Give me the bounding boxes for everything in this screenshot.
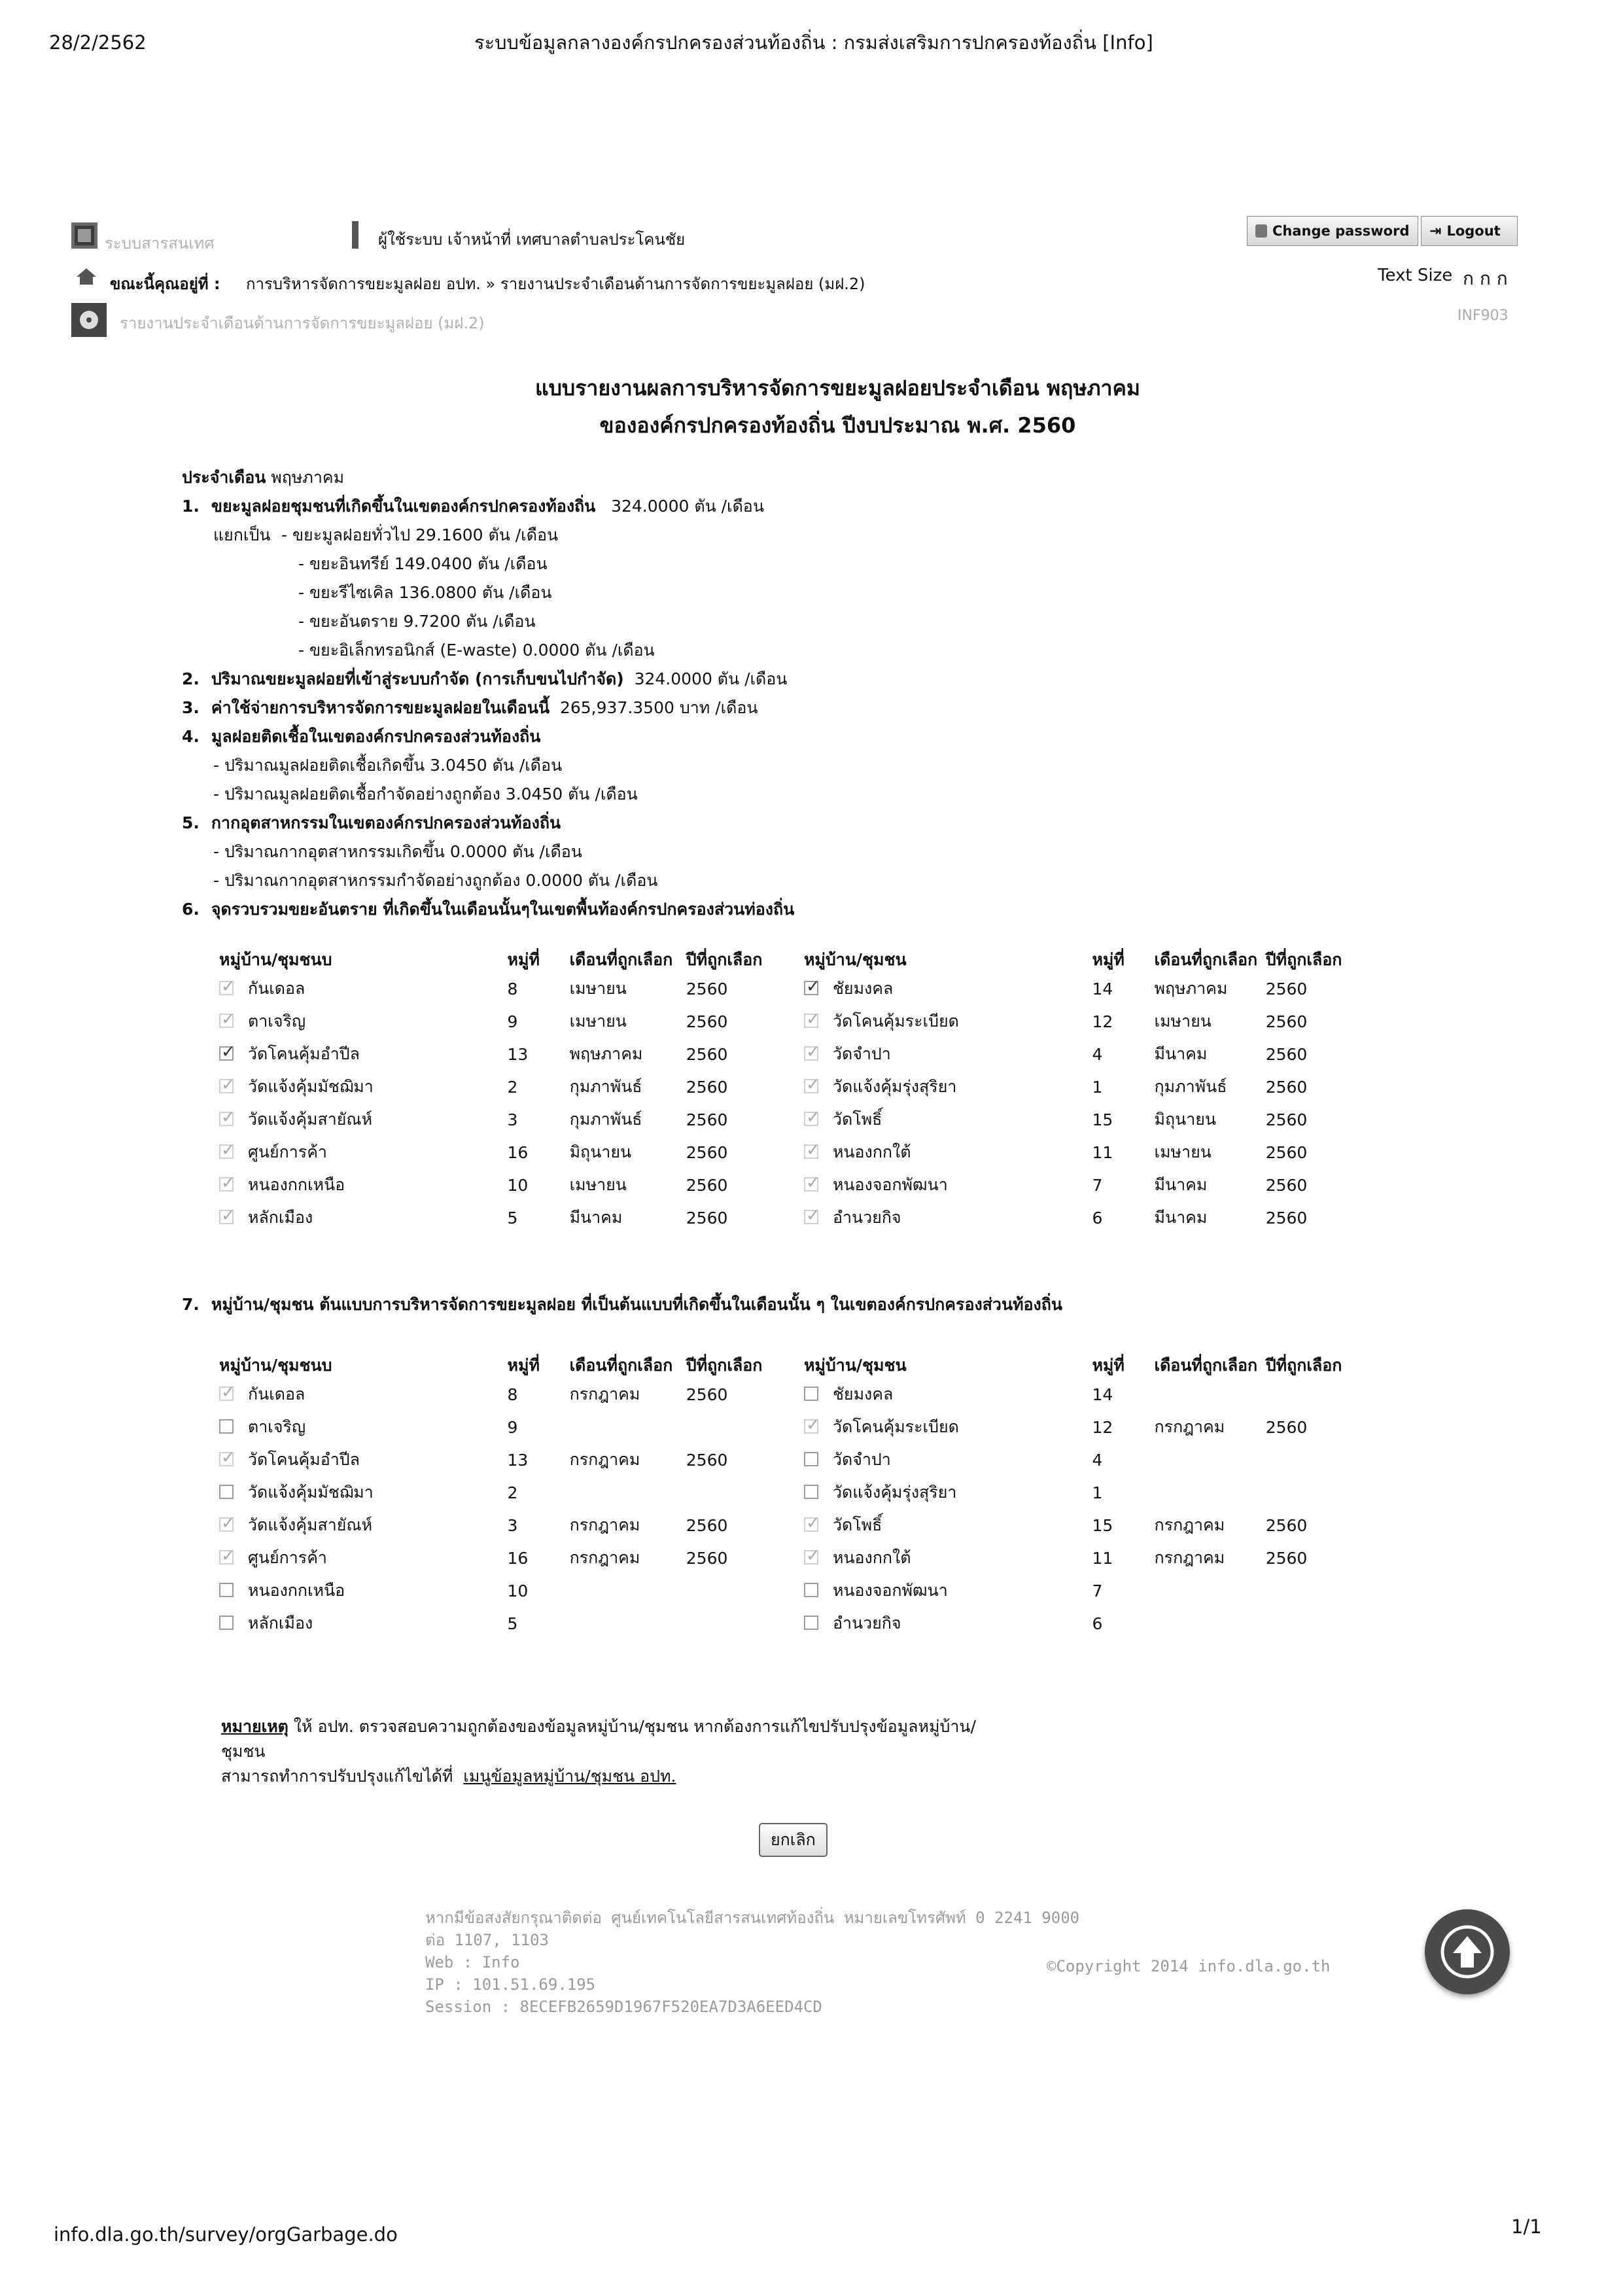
village-moo: 13 xyxy=(507,1450,529,1470)
village-cell xyxy=(804,1103,1092,1136)
village-cell xyxy=(804,1378,1092,1411)
village-moo: 10 xyxy=(507,1581,529,1600)
month-label: ประจำเดือน xyxy=(182,468,266,487)
arrow-up-icon xyxy=(1440,1924,1495,1979)
page-code: INF903 xyxy=(1457,308,1509,324)
village-year: 2560 xyxy=(686,1450,728,1470)
village-name: หนองกกเหนือ xyxy=(248,1581,345,1600)
village-month: เมษายน xyxy=(569,1012,627,1031)
note-text2: ชุมชน xyxy=(221,1742,266,1761)
village-name: วัดจำปา xyxy=(832,1450,891,1469)
village-name: วัดแจ้งคุ้มสายัณห์ xyxy=(248,1110,373,1129)
village-month: กรกฎาคม xyxy=(569,1515,640,1534)
village-checkbox[interactable] xyxy=(219,1386,234,1401)
village-name: กันเดอล xyxy=(248,979,305,998)
village-year: 2560 xyxy=(1265,1175,1308,1195)
village-month: เมษายน xyxy=(1154,1012,1212,1031)
village-moo: 15 xyxy=(1092,1515,1113,1535)
s6-num: 6. xyxy=(182,900,200,919)
village-checkbox[interactable] xyxy=(219,1014,234,1028)
s4-sub2: - ปริมาณมูลฝอยติดเชื้อกำจัดอย่างถูกต้อง 3.0450 ตัน /เดือน xyxy=(213,785,638,804)
village-checkbox[interactable] xyxy=(804,1550,818,1564)
footer-line3: Web : Info xyxy=(425,1953,520,1971)
village-name: วัดแจ้งคุ้มรุ่งสุริยา xyxy=(832,1483,957,1502)
village-month xyxy=(1155,1476,1266,1509)
village-year xyxy=(1266,1443,1397,1476)
village-year: 2560 xyxy=(1265,1044,1308,1064)
village-cell xyxy=(804,1607,1092,1640)
village-moo: 9 xyxy=(507,1417,518,1437)
village-year xyxy=(1266,1607,1397,1640)
village-year xyxy=(686,1574,804,1607)
header-village-right: หมู่บ้าน/ชุมชน xyxy=(803,950,907,969)
month-value: พฤษภาคม xyxy=(271,468,345,487)
village-month: กรกฎาคม xyxy=(1154,1548,1225,1567)
s7-num: 7. xyxy=(182,1295,200,1314)
village-name: วัดโพธิ์ xyxy=(832,1110,882,1129)
s7-label: หมู่บ้าน/ชุมชน ต้นแบบการบริหารจัดการขยะมูลฝอย ที่เป็นต้นแบบที่เกิดขึ้นในเดือนนั้น ๆ ในเขตองค์กรปกครองส่วนท้องถิ่น xyxy=(211,1295,1062,1314)
village-year: 2560 xyxy=(1265,1110,1308,1129)
village-year: 2560 xyxy=(1265,1208,1308,1227)
village-cell xyxy=(804,1070,1092,1103)
breadcrumb-subtitle: รายงานประจำเดือนด้านการจัดการขยะมูลฝอย (มฝ.2) xyxy=(120,314,485,332)
village-cell xyxy=(804,1169,1092,1201)
village-moo: 16 xyxy=(507,1142,529,1162)
logout-icon: ⇥ xyxy=(1429,222,1442,239)
village-year: 2560 xyxy=(1265,1548,1308,1568)
village-month: เมษายน xyxy=(1154,1142,1212,1161)
village-name: วัดโคนคุ้มอำปีล xyxy=(248,1044,360,1063)
table-header-row xyxy=(219,950,1397,972)
village-year xyxy=(1266,1574,1397,1607)
village-month xyxy=(570,1411,686,1443)
report-title-line1: แบบรายงานผลการบริหารจัดการขยะมูลฝอยประจำเดือน พฤษภาคม xyxy=(534,376,1141,400)
village-cell xyxy=(219,1476,507,1509)
village-checkbox[interactable] xyxy=(804,981,818,995)
village-moo: 11 xyxy=(1092,1548,1113,1568)
village-month: กุมภาพันธ์ xyxy=(1154,1077,1227,1096)
village-year: 2560 xyxy=(686,1548,728,1568)
village-moo: 3 xyxy=(507,1515,518,1535)
village-name: ตาเจริญ xyxy=(248,1417,306,1436)
village-checkbox[interactable] xyxy=(219,1583,234,1597)
header-month: เดือนที่ถูกเลือก xyxy=(1154,950,1258,969)
print-title: ระบบข้อมูลกลางองค์กรปกครองส่วนท้องถิ่น : กรมส่งเสริมการปกครองท้องถิ่น [Info] xyxy=(474,31,1153,54)
village-month: พฤษภาคม xyxy=(569,1044,643,1063)
village-moo: 6 xyxy=(1092,1614,1103,1633)
table-header-row xyxy=(219,1356,1397,1378)
footer-line2: ต่อ 1107, 1103 xyxy=(425,1931,549,1949)
village-cell xyxy=(219,1169,507,1201)
header-village-left: หมู่บ้าน/ชุมชนบ xyxy=(219,950,332,969)
village-cell xyxy=(804,1476,1092,1509)
village-year: 2560 xyxy=(686,1208,728,1227)
village-moo: 8 xyxy=(507,979,518,998)
village-month xyxy=(570,1476,686,1509)
logout-button[interactable]: ⇥ Logout xyxy=(1421,216,1518,246)
village-moo: 7 xyxy=(1092,1581,1103,1600)
header-year: ปีที่ถูกเลือก xyxy=(686,1356,763,1375)
village-year xyxy=(1266,1378,1397,1411)
village-name: ชัยมงคล xyxy=(832,979,894,998)
village-month xyxy=(1155,1443,1266,1476)
breadcrumb-path[interactable]: การบริหารจัดการขยะมูลฝอย อปท. » รายงานประจำเดือนด้านการจัดการขยะมูลฝอย (มฝ.2) xyxy=(246,275,865,293)
village-month xyxy=(570,1607,686,1640)
village-month xyxy=(1155,1574,1266,1607)
footer-line4: IP : 101.51.69.195 xyxy=(425,1975,596,1994)
breadcrumb-prefix: ขณะนี้คุณอยู่ที่ : xyxy=(110,275,220,293)
village-year xyxy=(1266,1476,1397,1509)
s5-num: 5. xyxy=(182,813,200,832)
village-cell xyxy=(804,1443,1092,1476)
table-row xyxy=(219,1103,1397,1136)
village-cell xyxy=(804,1411,1092,1443)
s2-num: 2. xyxy=(182,669,200,688)
model-village-table xyxy=(219,1356,1397,1640)
print-date: 28/2/2562 xyxy=(49,31,147,54)
report-title-line2: ขององค์กรปกครองท้องถิ่น ปีงบประมาณ พ.ศ. 2560 xyxy=(599,413,1076,438)
village-cell xyxy=(804,1038,1092,1070)
village-month: กุมภาพันธ์ xyxy=(569,1077,642,1096)
village-moo: 15 xyxy=(1092,1110,1113,1129)
home-icon[interactable] xyxy=(73,264,99,288)
footer-line5: Session : 8ECEFB2659D1967F520EA7D3A6EED4CD xyxy=(425,1998,822,2016)
s1-num: 1. xyxy=(182,497,200,516)
table-row xyxy=(219,1607,1397,1640)
village-cell xyxy=(219,1542,507,1574)
village-cell xyxy=(219,1070,507,1103)
s6-label: จุดรวบรวมขยะอันตราย ที่เกิดขึ้นในเดือนนั้นๆในเขตพื้นท้องค์กรปกครองส่วนท่องถิ่น xyxy=(211,900,795,919)
village-month: กุมภาพันธ์ xyxy=(569,1110,642,1129)
village-month: เมษายน xyxy=(569,979,627,998)
village-moo: 4 xyxy=(1092,1450,1103,1470)
header-month: เดือนที่ถูกเลือก xyxy=(1154,1356,1258,1375)
village-checkbox[interactable] xyxy=(219,981,234,995)
village-name: หนองกกใต้ xyxy=(832,1548,911,1567)
village-moo: 16 xyxy=(507,1548,529,1568)
village-moo: 8 xyxy=(507,1385,518,1404)
village-moo: 12 xyxy=(1092,1012,1113,1031)
village-checkbox[interactable] xyxy=(804,1583,818,1597)
village-cell xyxy=(219,1005,507,1038)
village-month: กรกฎาคม xyxy=(1154,1417,1225,1436)
village-checkbox[interactable] xyxy=(804,1079,818,1093)
village-name: วัดแจ้งคุ้มสายัณห์ xyxy=(248,1515,373,1534)
village-moo: 5 xyxy=(507,1614,518,1633)
village-year: 2560 xyxy=(1265,1515,1308,1535)
print-page-number: 1/1 xyxy=(1511,2216,1542,2238)
village-month: กรกฎาคม xyxy=(1154,1515,1225,1534)
village-cell xyxy=(804,1509,1092,1542)
village-year: 2560 xyxy=(686,979,728,998)
hazardous-waste-table xyxy=(219,950,1397,1234)
village-menu-link[interactable]: เมนูข้อมูลหมู่บ้าน/ชุมชน อปท. xyxy=(463,1767,676,1786)
village-year: 2560 xyxy=(1265,1142,1308,1162)
village-cell xyxy=(804,1542,1092,1574)
s2-label: ปริมาณขยะมูลฝอยที่เข้าสู่ระบบกำจัด (การเก็บขนไปกำจัด) xyxy=(211,669,624,688)
village-name: ศูนย์การค้า xyxy=(248,1142,327,1161)
village-checkbox[interactable] xyxy=(219,1079,234,1093)
s2-value: 324.0000 ตัน /เดือน xyxy=(634,669,788,688)
village-name: ตาเจริญ xyxy=(248,1012,306,1031)
table-row xyxy=(219,1201,1397,1234)
village-checkbox[interactable] xyxy=(219,1177,234,1192)
village-year: 2560 xyxy=(686,1077,728,1097)
cancel-button[interactable]: ยกเลิก xyxy=(759,1823,828,1857)
village-moo: 7 xyxy=(1092,1175,1103,1195)
village-checkbox[interactable] xyxy=(219,1046,234,1061)
scroll-top-button[interactable] xyxy=(1425,1909,1510,1994)
village-month: มิถุนายน xyxy=(569,1142,632,1161)
village-name: กันเดอล xyxy=(248,1385,305,1404)
village-moo: 9 xyxy=(507,1012,518,1031)
village-cell xyxy=(804,1574,1092,1607)
village-month: กรกฎาคม xyxy=(569,1450,640,1469)
village-checkbox[interactable] xyxy=(804,1452,818,1466)
village-year xyxy=(686,1411,804,1443)
header-year: ปีที่ถูกเลือก xyxy=(686,950,763,969)
note-edit-prefix: สามารถทำการปรับปรุงแก้ไขได้ที่ xyxy=(221,1767,453,1786)
s3-num: 3. xyxy=(182,698,200,717)
header-month: เดือนที่ถูกเลือก xyxy=(569,950,673,969)
village-year: 2560 xyxy=(1265,979,1308,998)
village-name: หลักเมือง xyxy=(248,1614,313,1633)
village-checkbox[interactable] xyxy=(219,1452,234,1466)
village-checkbox[interactable] xyxy=(219,1517,234,1532)
village-checkbox[interactable] xyxy=(804,1419,818,1434)
table-row xyxy=(219,1509,1397,1542)
village-checkbox[interactable] xyxy=(804,1144,818,1159)
table-row xyxy=(219,1136,1397,1169)
village-checkbox[interactable] xyxy=(219,1144,234,1159)
user-label: ผู้ใช้ระบบ เจ้าหน้าที่ เทศบาลตำบลประโคนชัย xyxy=(378,230,686,249)
village-name: ชัยมงคล xyxy=(832,1385,894,1404)
sub3: - ขยะรีไซเคิล 136.0800 ตัน /เดือน xyxy=(298,583,552,602)
village-name: วัดโคนคุ้มอำปีล xyxy=(248,1450,360,1469)
village-name: วัดโคนคุ้มระเบียด xyxy=(832,1417,959,1436)
village-cell xyxy=(219,1103,507,1136)
village-name: วัดแจ้งคุ้มมัชฌิมา xyxy=(248,1483,374,1502)
header-year: ปีที่ถูกเลือก xyxy=(1265,950,1342,969)
village-checkbox[interactable] xyxy=(219,1419,234,1434)
village-moo: 6 xyxy=(1092,1208,1103,1227)
village-name: อำนวยกิจ xyxy=(832,1208,901,1227)
village-cell xyxy=(804,1136,1092,1169)
village-name: วัดแจ้งคุ้มรุ่งสุริยา xyxy=(832,1077,957,1096)
village-month: กรกฎาคม xyxy=(569,1548,640,1567)
village-year: 2560 xyxy=(686,1044,728,1064)
village-cell xyxy=(219,1607,507,1640)
separator-bar xyxy=(352,221,358,249)
village-moo: 14 xyxy=(1092,1385,1113,1404)
s4-num: 4. xyxy=(182,727,200,746)
village-name: วัดแจ้งคุ้มมัชฌิมา xyxy=(248,1077,374,1096)
village-checkbox[interactable] xyxy=(804,1517,818,1532)
header-moo: หมู่ที่ xyxy=(507,950,540,969)
village-checkbox[interactable] xyxy=(219,1485,234,1499)
village-checkbox[interactable] xyxy=(804,1014,818,1028)
village-year: 2560 xyxy=(1265,1077,1308,1097)
village-moo: 11 xyxy=(1092,1142,1113,1162)
footer-info xyxy=(425,1907,1079,2018)
village-month: มีนาคม xyxy=(1154,1175,1208,1194)
village-year: 2560 xyxy=(686,1110,728,1129)
village-checkbox[interactable] xyxy=(219,1112,234,1126)
village-checkbox[interactable] xyxy=(804,1386,818,1401)
table-row xyxy=(219,1443,1397,1476)
village-moo: 10 xyxy=(507,1175,529,1195)
village-year: 2560 xyxy=(686,1515,728,1535)
village-name: หนองจอกพัฒนา xyxy=(832,1175,948,1194)
village-moo: 12 xyxy=(1092,1417,1113,1437)
village-cell xyxy=(804,1201,1092,1234)
disc-icon xyxy=(69,301,109,339)
village-checkbox[interactable] xyxy=(219,1550,234,1564)
s3-value: 265,937.3500 บาท /เดือน xyxy=(559,698,758,717)
village-cell xyxy=(219,1378,507,1411)
s4-label: มูลฝอยติดเชื้อในเขตองค์กรปกครองส่วนท้องถิ่น xyxy=(211,727,541,746)
table-row xyxy=(219,1070,1397,1103)
village-moo: 1 xyxy=(1092,1483,1103,1502)
table-row xyxy=(219,1038,1397,1070)
lock-icon xyxy=(1255,224,1267,238)
note-block xyxy=(221,1714,1202,1789)
village-name: หลักเมือง xyxy=(248,1208,313,1227)
village-moo: 1 xyxy=(1092,1077,1103,1097)
village-month: เมษายน xyxy=(569,1175,627,1194)
village-name: หนองจอกพัฒนา xyxy=(832,1581,948,1600)
village-cell xyxy=(219,1136,507,1169)
village-cell xyxy=(219,1038,507,1070)
header-month: เดือนที่ถูกเลือก xyxy=(569,1356,673,1375)
village-moo: 13 xyxy=(507,1044,529,1064)
table-row xyxy=(219,1169,1397,1201)
s7-heading xyxy=(182,1290,1062,1319)
village-checkbox[interactable] xyxy=(804,1177,818,1192)
table-row xyxy=(219,1378,1397,1411)
sub1: - ขยะมูลฝอยทั่วไป 29.1600 ตัน /เดือน xyxy=(281,525,559,544)
text-size-label: Text Size xyxy=(1378,266,1453,285)
village-month: มีนาคม xyxy=(569,1208,623,1227)
village-cell xyxy=(804,1005,1092,1038)
village-moo: 2 xyxy=(507,1077,518,1097)
village-cell xyxy=(219,1201,507,1234)
header-moo: หมู่ที่ xyxy=(507,1356,540,1375)
village-checkbox[interactable] xyxy=(219,1616,234,1630)
header-moo: หมู่ที่ xyxy=(1092,1356,1125,1375)
village-month xyxy=(1155,1378,1266,1411)
sub5: - ขยะอิเล็กทรอนิกส์ (E-waste) 0.0000 ตัน /เดือน xyxy=(298,641,655,660)
village-moo: 4 xyxy=(1092,1044,1103,1064)
sub2: - ขยะอินทรีย์ 149.0400 ตัน /เดือน xyxy=(298,554,548,573)
village-month: มีนาคม xyxy=(1154,1044,1208,1063)
village-month xyxy=(570,1574,686,1607)
village-checkbox[interactable] xyxy=(804,1046,818,1061)
table-row xyxy=(219,972,1397,1005)
header-village-left: หมู่บ้าน/ชุมชนบ xyxy=(219,1356,332,1375)
table-row xyxy=(219,1476,1397,1509)
s4-sub1: - ปริมาณมูลฝอยติดเชื้อเกิดขึ้น 3.0450 ตัน /เดือน xyxy=(213,756,563,775)
village-cell xyxy=(804,972,1092,1005)
s1-label: ขยะมูลฝอยชุมชนที่เกิดขึ้นในเขตองค์กรปกครองท้องถิ่น xyxy=(211,497,596,516)
note-label: หมายเหตุ xyxy=(221,1717,288,1736)
village-checkbox[interactable] xyxy=(219,1210,234,1224)
village-moo: 2 xyxy=(507,1483,518,1502)
village-cell xyxy=(219,1443,507,1476)
s3-label: ค่าใช้จ่ายการบริหารจัดการขยะมูลฝอยในเดือนนี้ xyxy=(211,698,550,717)
table-row xyxy=(219,1005,1397,1038)
village-name: หนองกกใต้ xyxy=(832,1142,911,1161)
village-year: 2560 xyxy=(686,1142,728,1162)
village-month xyxy=(1155,1607,1266,1640)
village-moo: 14 xyxy=(1092,979,1113,998)
s1-value: 324.0000 ตัน /เดือน xyxy=(611,497,764,516)
village-moo: 3 xyxy=(507,1110,518,1129)
note-text: ให้ อปท. ตรวจสอบความถูกต้องของข้อมูลหมู่บ้าน/ชุมชน หากต้องการแก้ไขปรับปรุงข้อมูลหมู่บ้าน/ xyxy=(288,1717,976,1736)
village-cell xyxy=(219,972,507,1005)
s5-sub2: - ปริมาณกากอุตสาหกรรมกำจัดอย่างถูกต้อง 0.0000 ตัน /เดือน xyxy=(213,871,658,890)
village-checkbox[interactable] xyxy=(804,1485,818,1499)
village-year: 2560 xyxy=(686,1175,728,1195)
village-year: 2560 xyxy=(1265,1417,1308,1437)
village-month: มิถุนายน xyxy=(1154,1110,1217,1129)
village-month: มีนาคม xyxy=(1154,1208,1208,1227)
village-month: กรกฎาคม xyxy=(569,1385,640,1404)
village-moo: 5 xyxy=(507,1208,518,1227)
table-row xyxy=(219,1411,1397,1443)
village-cell xyxy=(219,1509,507,1542)
village-name: หนองกกเหนือ xyxy=(248,1175,345,1194)
header-year: ปีที่ถูกเลือก xyxy=(1265,1356,1342,1375)
village-year: 2560 xyxy=(1265,1012,1308,1031)
village-cell xyxy=(219,1411,507,1443)
copyright: ©Copyright 2014 info.dla.go.th xyxy=(1047,1957,1331,1975)
print-url: info.dla.go.th/survey/orgGarbage.do xyxy=(54,2223,398,2246)
table-row xyxy=(219,1574,1397,1607)
system-label[interactable]: ระบบสารสนเทศ xyxy=(105,234,215,253)
change-password-button[interactable]: Change password xyxy=(1247,216,1418,246)
village-year: 2560 xyxy=(686,1012,728,1031)
s5-sub1: - ปริมาณกากอุตสาหกรรมเกิดขึ้น 0.0000 ตัน /เดือน xyxy=(213,842,582,861)
header-village-right: หมู่บ้าน/ชุมชน xyxy=(803,1356,907,1375)
village-name: วัดโพธิ์ xyxy=(832,1515,882,1534)
village-year xyxy=(686,1607,804,1640)
village-name: อำนวยกิจ xyxy=(832,1614,901,1633)
monitor-icon xyxy=(69,221,108,254)
village-checkbox[interactable] xyxy=(804,1210,818,1224)
report-body xyxy=(182,463,1490,924)
village-cell xyxy=(219,1574,507,1607)
table-row xyxy=(219,1542,1397,1574)
village-checkbox[interactable] xyxy=(804,1616,818,1630)
s5-label: กากอุตสาหกรรมในเขตองค์กรปกครองส่วนท้องถิ่น xyxy=(211,813,561,832)
village-name: วัดโคนคุ้มระเบียด xyxy=(832,1012,959,1031)
village-name: ศูนย์การค้า xyxy=(248,1548,327,1567)
village-name: วัดจำปา xyxy=(832,1044,891,1063)
sub4: - ขยะอันตราย 9.7200 ตัน /เดือน xyxy=(298,612,536,631)
split-label: แยกเป็น xyxy=(213,525,271,544)
village-year xyxy=(686,1476,804,1509)
village-checkbox[interactable] xyxy=(804,1112,818,1126)
header-moo: หมู่ที่ xyxy=(1092,950,1125,969)
village-month: พฤษภาคม xyxy=(1154,979,1228,998)
text-size-options[interactable]: ก ก ก xyxy=(1463,268,1508,289)
village-year: 2560 xyxy=(686,1385,728,1404)
footer-line1: หากมีข้อสงสัยกรุณาติดต่อ ศูนย์เทคโนโลยีสารสนเทศท้องถิ่น หมายเลขโทรศัพท์ 0 2241 9000 xyxy=(425,1909,1080,1927)
